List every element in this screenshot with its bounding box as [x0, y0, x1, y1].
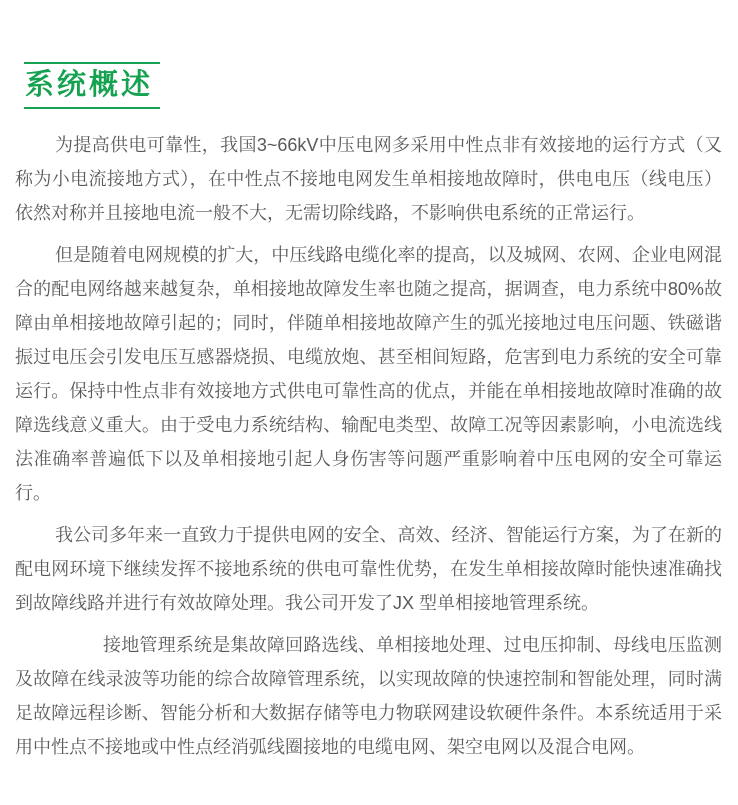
section-title: 系统概述 [25, 69, 154, 101]
section-body [15, 128, 722, 764]
paragraph-grid-complexity-faults: 但是随着电网规模的扩大，中压线路电缆化率的提高，以及城网、农网、企业电网混合的配电网络越来越复杂，单相接地故障发生率也随之提高，据调查，电力系统中80%故障由单相接地故障引起的；同时，伴随单相接地故障产生的弧光接地过电压问题、铁磁谐振过电压会引发电压互感器烧损、电缆放炮、甚至相间短路，危害到电力系统的安全可靠运行。保持中性点非有效接地方式供电可靠性高的优点，并能在单相接地故障时准确的故障选线意义重大。由于受电力系统结构、输配电类型、故障工况等因素影响，小电流选线法准确率普遍低下以及单相接地引起人身伤害等问题严重影响着中压电网的安全可靠运行。 [15, 245, 722, 503]
paragraph-supply-reliability: 为提高供电可靠性，我国3~66kV中压电网多采用中性点非有效接地的运行方式（又称为小电流接地方式），在中性点不接地电网发生单相接地故障时，供电电压（线电压）依然对称并且接地电流一般不大，无需切除线路，不影响供电系统的正常运行。 [15, 135, 722, 223]
section-heading-block [24, 62, 160, 109]
paragraph-system-functions: 接地管理系统是集故障回路选线、单相接地处理、过电压抑制、母线电压监测及故障在线录波等功能的综合故障管理系统，以实现故障的快速控制和智能处理，同时满足故障远程诊断、智能分析和大数据存储等电力物联网建设软硬件条件。本系统适用于采用中性点不接地或中性点经消弧线圈接地的电缆电网、架空电网以及混合电网。 [15, 635, 722, 757]
paragraph-company-solution: 我公司多年来一直致力于提供电网的安全、高效、经济、智能运行方案，为了在新的配电网环境下继续发挥不接地系统的供电可靠性优势，在发生单相接故障时能快速准确找到故障线路并进行有效故障处理。我公司开发了JX 型单相接地管理系统。 [15, 525, 722, 613]
